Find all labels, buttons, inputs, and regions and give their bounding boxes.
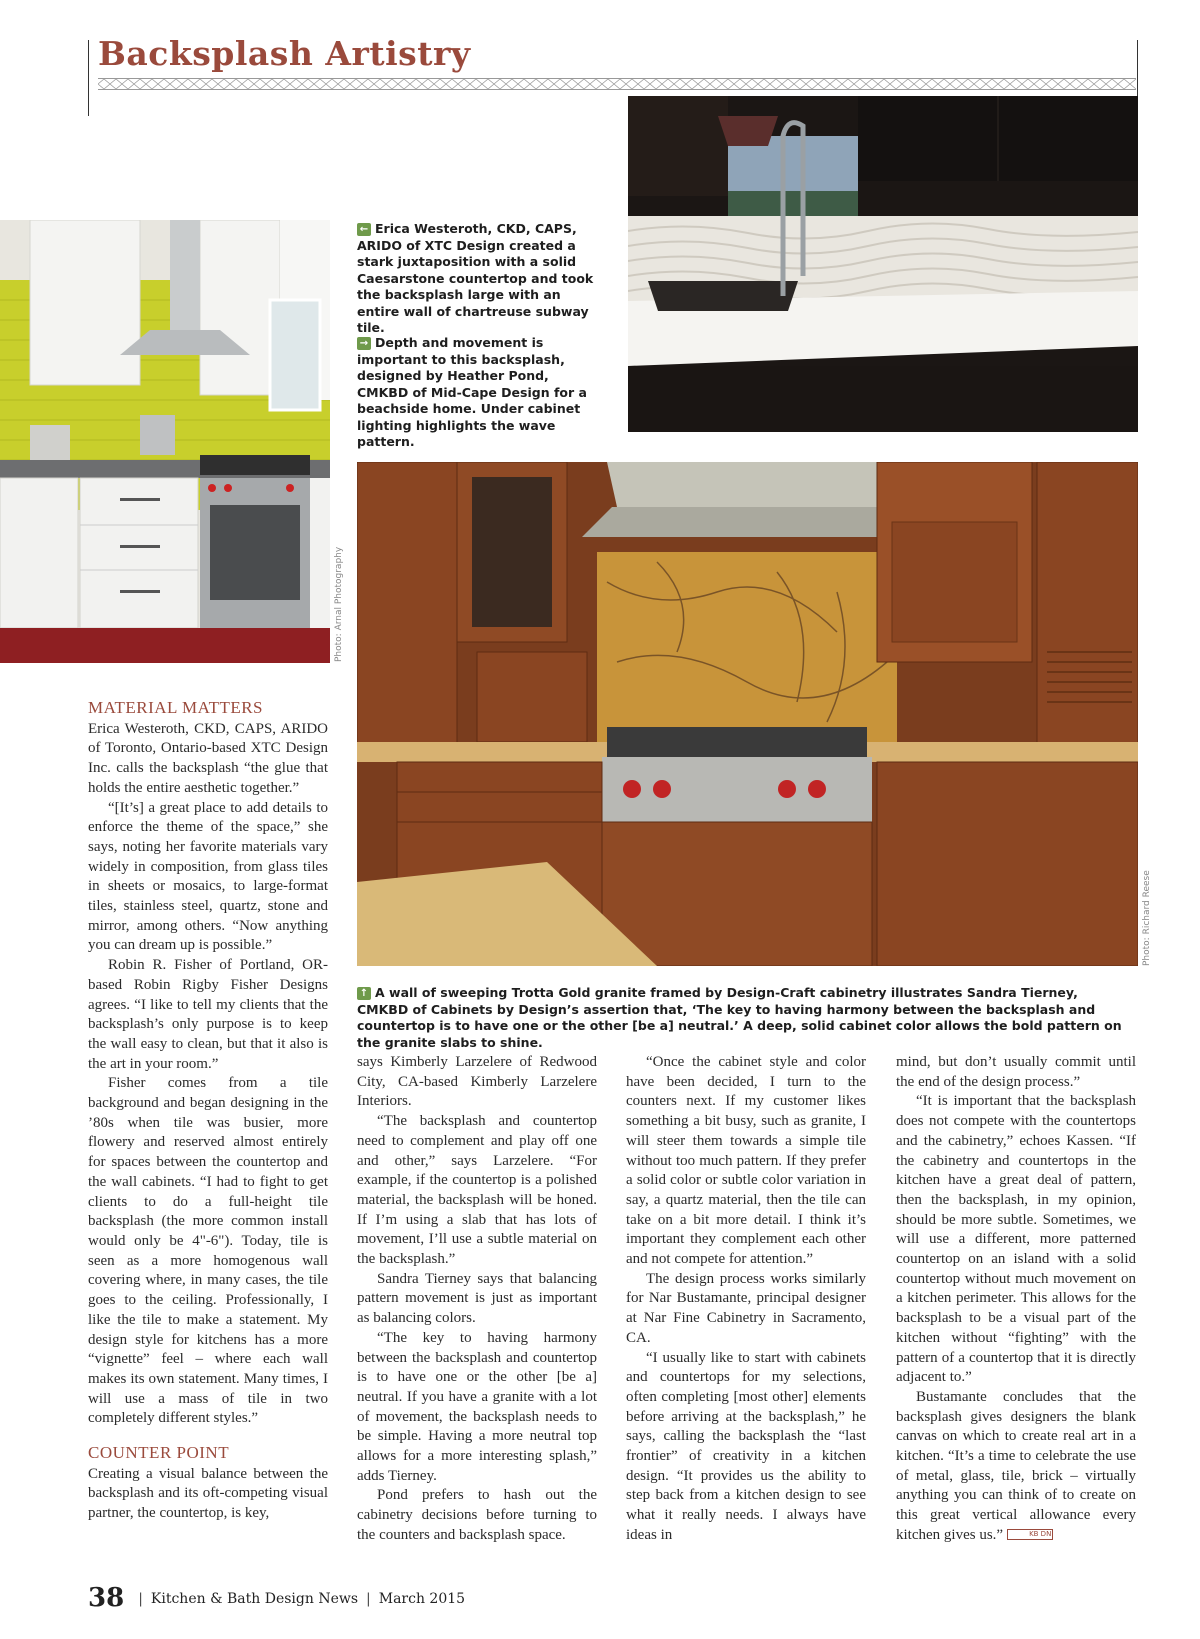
caption-1-text: Erica Westeroth, CKD, CAPS, ARIDO of XTC Design created a stark juxtaposition with a solid Caesarstone countertop and took the backsplash large with an entire wall of chartreuse subway tile.: [357, 221, 594, 335]
paragraph: Erica Westeroth, CKD, CAPS, ARIDO of Toronto, Ontario-based XTC Design Inc. calls the backsplash “the glue that holds the entire aesthetic together.”: [88, 720, 328, 796]
photo-granite-kitchen: [357, 462, 1138, 966]
folio: [88, 1583, 465, 1613]
decorative-band: [98, 78, 1136, 90]
caption-2-text: Depth and movement is important to this backsplash, designed by Heather Pond, CMKBD of Mid-Cape Design for a beachside home. Under cabinet lighting highlights the wave pattern.: [357, 335, 587, 449]
header-rule-left: [88, 40, 89, 116]
paragraph: “The key to having harmony between the backsplash and countertop is to have one or the other [be a] neutral. If you have a granite with a lot of movement, the backsplash needs to be simple. Having a more neutral top allows for a more interesting splash,” adds Tierney.: [357, 1329, 597, 1484]
paragraph: “[It’s] a great place to add details to enforce the theme of the space,” she says, noting her favorite materials vary widely in composition, from glass tiles in sheets or mosaics, to large-format tiles, stainless steel, quartz, stone and mirror, among others. “Now anything you can dream up is possible.”: [88, 799, 328, 954]
arrow-left-icon: ←: [357, 223, 371, 236]
photo-credit-arnal: Photo: Arnal Photography: [334, 546, 344, 662]
paragraph: mind, but don’t usually commit until the end of the design process.”: [896, 1054, 1136, 1090]
photo-credit-reese: Photo: Richard Reese: [1142, 870, 1152, 966]
paragraph: The design process works similarly for Nar Bustamante, principal designer at Nar Fine Cabinetry in Sacramento, CA.: [626, 1270, 866, 1346]
yellow-kitchen-illustration: [0, 220, 330, 663]
article-column-2: [357, 1053, 597, 1546]
subhead-material-matters: MATERIAL MATTERS: [88, 698, 264, 717]
issue-date: March 2015: [378, 1591, 466, 1607]
page-number: 38: [88, 1583, 125, 1613]
caption-3: [357, 985, 1127, 1051]
granite-kitchen-illustration: [357, 462, 1138, 966]
publication-name: Kitchen & Bath Design News: [150, 1591, 359, 1607]
header-rule-right: [1137, 40, 1138, 100]
article-column-3: [626, 1053, 866, 1546]
photo-wave-kitchen: [628, 96, 1138, 432]
caption-2: [357, 335, 595, 451]
paragraph: “It is important that the backsplash does not compete with the countertops and the cabinetry,” echoes Kassen. “If the cabinetry and countertops in the kitchen have a great deal of pattern, then the backsplash, in my opinion, should be more subtle. Sometimes, we will use a different, more patterned countertop on an island with a solid countertop without much movement on a kitchen perimeter. This allows for the backsplash to be a visual part of the kitchen without “fighting” with the pattern of a countertop that it is directly adjacent to.”: [896, 1093, 1136, 1386]
paragraph: says Kimberly Larzelere of Redwood City, CA-based Kimberly Larzelere Interiors.: [357, 1054, 597, 1110]
paragraph: Sandra Tierney says that balancing pattern movement is just as important as balancing colors.: [357, 1270, 597, 1327]
kbdn-end-mark: KB DN: [1007, 1529, 1053, 1540]
paragraph: Creating a visual balance between the backsplash and its oft-competing visual partner, the countertop, is key,: [88, 1465, 328, 1522]
subhead-counter-point: COUNTER POINT: [88, 1443, 230, 1463]
paragraph: Robin R. Fisher of Portland, OR-based Robin Rigby Fisher Designs agrees. “I like to tell my clients that the backsplash’s only purpose is to keep the wall easy to clean, but that it also is the art in your room.”: [88, 957, 328, 1072]
wave-kitchen-illustration: [628, 96, 1138, 432]
photo-yellow-kitchen: [0, 220, 330, 663]
arrow-up-icon: ↑: [357, 987, 371, 1000]
caption-1: [357, 221, 595, 337]
paragraph: Pond prefers to hash out the cabinetry decisions before turning to the counters and backsplash space.: [357, 1487, 597, 1543]
paragraph: [896, 1388, 1136, 1546]
paragraph: Fisher comes from a tile background and began designing in the ’80s when tile was busier, more flowery and reserved almost entirely for spaces between the countertop and the wall cabinets. “I had to fight to get clients to do a full-height tile backsplash (the more common install would only be 4"-6"). Today, tile is seen as a more homogenous wall covering where, in many cases, the tile goes to the ceiling. Professionally, I like the tile to make a statement. My design style for kitchens has a more “vignette” feel – where each wall makes its own statement. Many times, I will use a mass of tile in two completely different styles.”: [88, 1075, 328, 1427]
article-column-1: [88, 698, 328, 1524]
page-title: Backsplash Artistry: [98, 34, 471, 73]
paragraph-text: Bustamante concludes that the backsplash gives designers the blank canvas on which to create real art in a kitchen. “It’s a time to celebrate the use of metal, glass, tile, brick – virtually anything you can think of to create on this great vertical allowance every kitchen gives us.”: [896, 1388, 1136, 1543]
caption-3-text: A wall of sweeping Trotta Gold granite framed by Design-Craft cabinetry illustrates Sandra Tierney, CMKBD of Cabinets by Design’s assertion that, ‘The key to having harmony between the backsplash and countertop is to have one or the other [be a] neutral.’ A deep, solid cabinet color allows the bold pattern on the granite slabs to shine.: [357, 985, 1122, 1050]
arrow-right-icon: →: [357, 337, 371, 350]
paragraph: “The backsplash and countertop need to complement and play off one and other,” says Larzelere. “For example, if the countertop is a polished material, the backsplash will be honed. If I’m using a slab that has lots of movement, I’ll use a subtle material on the backsplash.”: [357, 1113, 597, 1268]
folio-separator: |: [138, 1591, 143, 1607]
folio-separator: |: [366, 1591, 371, 1607]
article-column-4: [896, 1053, 1136, 1546]
paragraph: “I usually like to start with cabinets and countertops for my selections, often completing [most other] elements before arriving at the backsplash,” he says, calling the backsplash the “last frontier” of creativity in a kitchen design. “It provides us the ability to step back from a kitchen design to see what it really needs. I always have ideas in: [626, 1349, 866, 1543]
paragraph: “Once the cabinet style and color have been decided, I turn to the counters next. If my customer likes something a bit busy, such as granite, I will steer them towards a simple tile without too much pattern. If they prefer a solid color or subtle color variation in say, a quartz material, then the tile can take on a bit more detail. I think it’s important they complement each other and not compete for attention.”: [626, 1054, 866, 1268]
